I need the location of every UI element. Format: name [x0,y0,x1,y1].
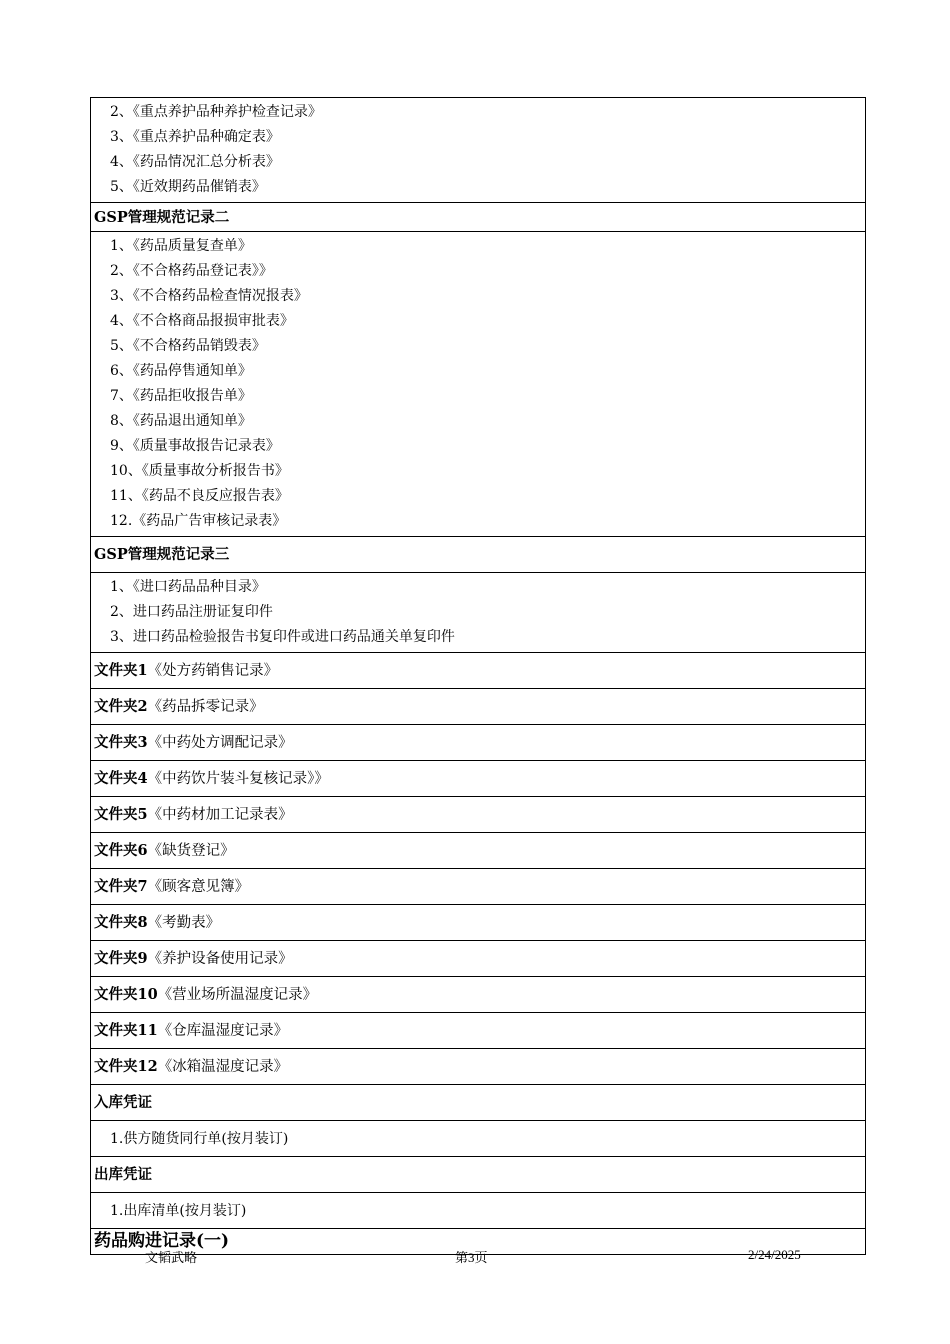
list-item: 12.《药品广告审核记录表》 [110,513,287,529]
folder-row-4 [91,761,865,797]
folder-label: 文件夹9 [94,950,148,967]
list-item: 5、《不合格药品销毁表》 [110,338,266,354]
folder-title: 《缺货登记》 [147,843,235,859]
list-item: 3、《重点养护品种确定表》 [110,129,280,145]
folder-row-2 [91,689,865,725]
purchase-record-header: 药品购进记录(一) [94,1231,230,1251]
list-item: 5、《近效期药品催销表》 [110,179,266,195]
section2-header: GSP管理规范记录二 [91,203,865,232]
list-item: 10、《质量事故分析报告书》 [110,463,289,479]
folder-label: 文件夹3 [94,734,148,751]
folder-row-1 [91,653,865,689]
list-item: 4、《药品情况汇总分析表》 [110,154,280,170]
section2-list [91,232,865,537]
list-item: 2、进口药品注册证复印件 [110,604,273,620]
outbound-header: 出库凭证 [91,1157,865,1193]
folder-row-10 [91,977,865,1013]
folder-label: 文件夹2 [94,698,148,715]
folder-label: 文件夹11 [94,1022,158,1039]
folder-label: 文件夹1 [94,662,148,679]
section1-list [91,98,865,203]
folder-title: 《冰箱温湿度记录》 [157,1059,289,1075]
folder-title: 《药品拆零记录》 [147,699,264,715]
folder-title: 《中药饮片装斗复核记录》》 [147,771,329,787]
list-item: 2、《重点养护品种养护检查记录》 [110,104,322,120]
folder-row-5 [91,797,865,833]
list-item: 4、《不合格商品报损审批表》 [110,313,294,329]
list-item: 11、《药品不良反应报告表》 [110,488,289,504]
list-item: 9、《质量事故报告记录表》 [110,438,280,454]
folder-title: 《营业场所温湿度记录》 [157,987,318,1003]
records-table [90,97,866,1255]
footer-left: 文韬武略 [145,1250,198,1265]
folder-label: 文件夹5 [94,806,148,823]
section3-list [91,573,865,653]
folder-label: 文件夹4 [94,770,148,787]
folder-title: 《养护设备使用记录》 [147,951,293,967]
footer-page-number: 第3页 [455,1250,488,1265]
folder-row-6 [91,833,865,869]
folder-label: 文件夹10 [94,986,158,1003]
list-item: 1、《药品质量复查单》 [110,238,252,254]
folder-title: 《仓库温湿度记录》 [157,1023,289,1039]
list-item: 3、《不合格药品检查情况报表》 [110,288,308,304]
list-item: 8、《药品退出通知单》 [110,413,252,429]
inbound-item: 1.供方随货同行单(按月装订) [91,1121,865,1157]
list-item: 3、进口药品检验报告书复印件或进口药品通关单复印件 [110,629,455,645]
folder-label: 文件夹7 [94,878,148,895]
list-item: 1、《进口药品品种目录》 [110,579,266,595]
folder-row-11 [91,1013,865,1049]
folder-row-8 [91,905,865,941]
folder-title: 《考勤表》 [147,915,221,931]
folder-row-7 [91,869,865,905]
folder-label: 文件夹6 [94,842,148,859]
outbound-item: 1.出库清单(按月装订) [91,1193,865,1229]
folder-title: 《中药处方调配记录》 [147,735,293,751]
folder-title: 《处方药销售记录》 [147,663,279,679]
folder-row-12 [91,1049,865,1085]
folder-row-9 [91,941,865,977]
folder-row-3 [91,725,865,761]
list-item: 7、《药品拒收报告单》 [110,388,252,404]
folder-label: 文件夹12 [94,1058,158,1075]
folder-title: 《中药材加工记录表》 [147,807,293,823]
list-item: 6、《药品停售通知单》 [110,363,252,379]
list-item: 2、《不合格药品登记表》》 [110,263,273,279]
footer-date: 2/24/2025 [748,1247,801,1262]
folder-label: 文件夹8 [94,914,148,931]
folder-title: 《顾客意见簿》 [147,879,250,895]
inbound-header: 入库凭证 [91,1085,865,1121]
section3-header: GSP管理规范记录三 [91,537,865,573]
